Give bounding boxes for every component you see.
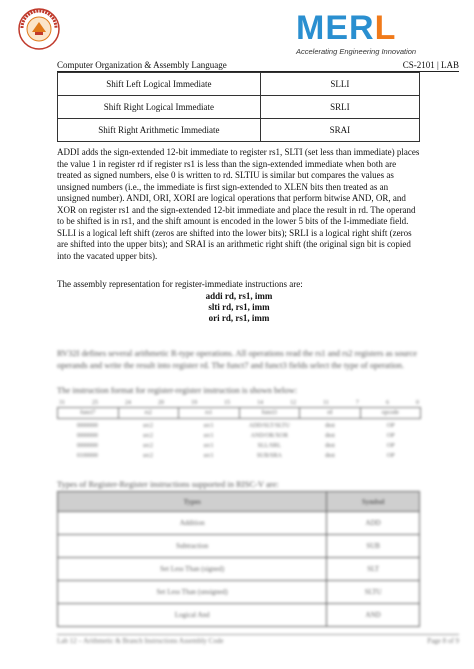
format-row: 0000000 src2 src1 ADD/SLT/SLTU dest OP: [76, 423, 395, 429]
table-row: Logical And AND: [58, 604, 420, 627]
instruction-name: Shift Right Logical Immediate: [58, 96, 261, 119]
asm-line: ori rd, rs1, imm: [208, 313, 270, 323]
asm-line: addi rd, rs1, imm: [205, 291, 273, 301]
format-fields: funct7 rs2 rs1 funct3 rd opcode: [57, 407, 421, 419]
instruction-mnemonic: SRLI: [260, 96, 419, 119]
bit-positions: 31 25 24 20 19 15 14 12 11 7 6 0: [59, 400, 419, 406]
course-code: CS-2101 | LAB: [402, 60, 459, 70]
university-seal-logo: [18, 8, 60, 50]
instruction-name: Shift Right Arithmetic Immediate: [58, 119, 261, 142]
asm-intro: The assembly representation for register-immediate instructions are:: [57, 279, 303, 289]
footer-left: Lab 12 – Arithmetic & Branch Instructions Assembly Code: [57, 637, 224, 645]
asm-line: slti rd, rs1, imm: [208, 302, 270, 312]
table-row: [58, 119, 420, 142]
column-header: Types: [58, 492, 327, 512]
format-row: 0000000 src2 src1 SLL/SRL dest OP: [76, 443, 395, 449]
format-row: 0000000 src2 src1 AND/OR/XOR dest OP: [76, 433, 395, 439]
format-row: 0100000 src2 src1 SUB/SRA dest OP: [76, 453, 395, 459]
merl-logo-tagline: Accelerating Engineering Innovation: [296, 47, 417, 56]
body-paragraph: ADDI adds the sign-extended 12-bit immediate to register rs1, SLTI (set less than immediate) places the value 1 in register rd if register rs1 is less than the sign-extended immediate when both are treated as signed numbers, else 0 is written to rd. SLTIU is similar but compares the values as unsigned numbers (i.e., the immediate is first sign-extended to XLEN bits then treated as an unsigned number). ANDI, ORI, XORI are logical operations that perform bitwise AND, OR, and XOR on register rs1 and the sign-extended 12-bit immediate and place the result in rd. The operand to be shifted is in rs1, and the shift amount is encoded in the lower 5 bits of the I-immediate field. SLLI is a logical left shift (zeros are shifted into the lower bits); SRLI is a logical right shift (zeros are shifted into the upper bits); and SRAI is an arithmetic right shift (the original sign bit is copied into the vacated upper bits).: [57, 147, 420, 261]
running-header: [57, 60, 459, 72]
merl-logo-word: MERL: [296, 9, 397, 47]
table-header-row: [58, 492, 420, 512]
instruction-name: Shift Left Logical Immediate: [58, 73, 261, 96]
column-header: Symbol: [327, 492, 420, 512]
instruction-mnemonic: SLLI: [260, 73, 419, 96]
asm-examples: [57, 291, 421, 324]
blurred-format-diagram: [57, 400, 421, 459]
merl-logo: [296, 10, 446, 56]
blurred-format-caption: The instruction format for register-register instruction is shown below:: [57, 385, 298, 395]
blurred-paragraph: RV32I defines several arithmetic R-type operations. All operations read the rs1 and rs2 registers as source operands and write the result into register rd. The funct7 and funct3 fields select the type of operation.: [57, 348, 417, 370]
shift-immediate-table: [57, 72, 420, 142]
course-title: Computer Organization & Assembly Language: [57, 60, 227, 70]
table-row: [58, 96, 420, 119]
table-row: Set Less Than (signed) SLT: [58, 558, 420, 581]
page-footer: [57, 634, 459, 645]
blurred-table-caption: Types of Register-Register instructions supported in RISC-V are:: [57, 479, 279, 489]
instruction-mnemonic: SRAI: [260, 119, 419, 142]
footer-page-number: Page 8 of 9: [427, 637, 459, 645]
table-row: Subtraction SUB: [58, 535, 420, 558]
table-row: [58, 73, 420, 96]
blurred-types-table: [57, 491, 420, 627]
table-row: Addition ADD: [58, 512, 420, 535]
table-row: Set Less Than (unsigned) SLTU: [58, 581, 420, 604]
